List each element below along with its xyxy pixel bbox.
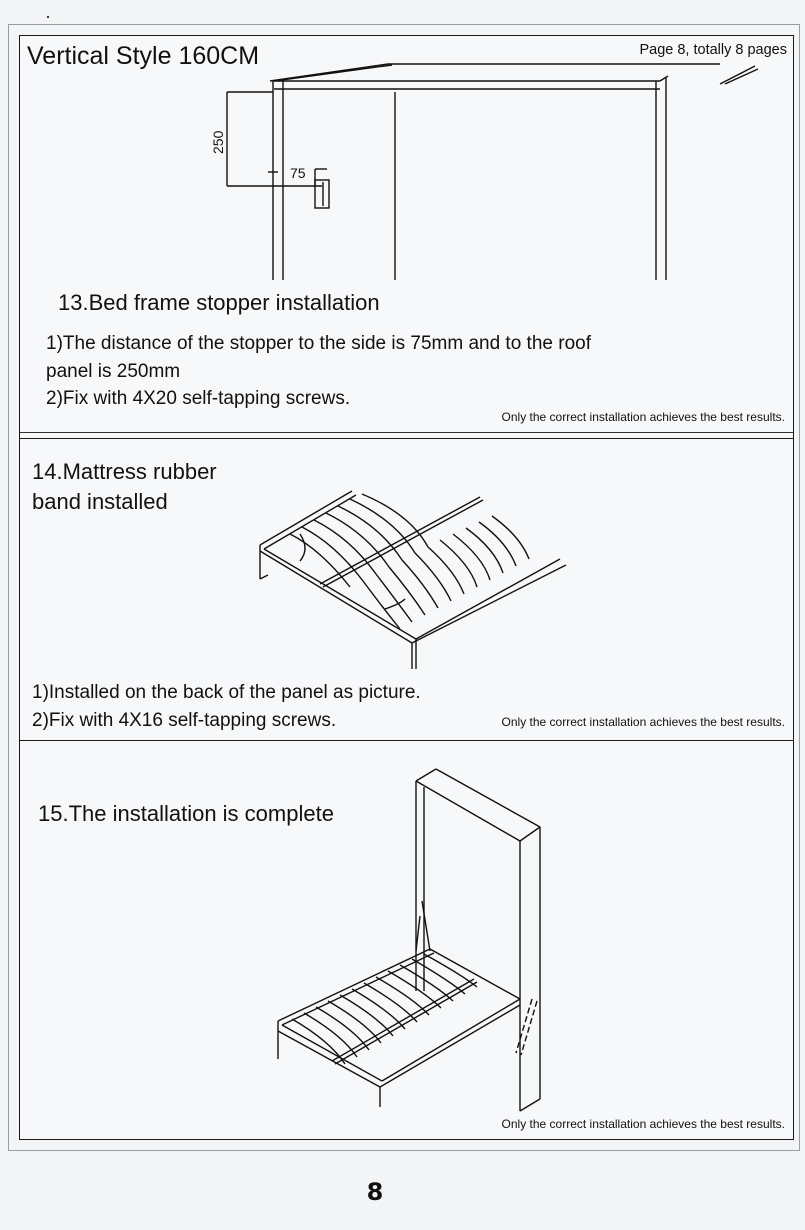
page-number: 8 bbox=[366, 1178, 384, 1206]
step-13-instruction-1: 1)The distance of the stopper to the side is 75mm and to the roof bbox=[46, 333, 591, 354]
step-14-title-line1: 14.Mattress rubber bbox=[32, 459, 217, 484]
dimension-250-label: 250 bbox=[210, 130, 226, 154]
section-step-13 bbox=[20, 36, 793, 432]
step-14-instruction-2: 2)Fix with 4X16 self-tapping screws. bbox=[32, 710, 337, 731]
instruction-page bbox=[19, 35, 794, 1140]
step-13-instruction-2: 2)Fix with 4X20 self-tapping screws. bbox=[46, 388, 351, 409]
step-13-title: 13.Bed frame stopper installation bbox=[58, 290, 380, 315]
step-13-instruction-1-cont: panel is 250mm bbox=[46, 361, 181, 382]
document-title: Vertical Style 160CM bbox=[27, 42, 260, 70]
step-15-title: 15.The installation is complete bbox=[38, 801, 334, 826]
stopper-position-diagram bbox=[20, 36, 795, 286]
step-14-title-line2: band installed bbox=[32, 489, 168, 514]
scan-speck bbox=[47, 16, 49, 18]
completed-wall-bed-diagram bbox=[20, 741, 795, 1141]
step-13-note: Only the correct installation achieves the best results. bbox=[501, 410, 785, 424]
step-14-instruction-1: 1)Installed on the back of the panel as picture. bbox=[32, 682, 421, 703]
section-step-15 bbox=[20, 740, 793, 1140]
page-info: Page 8, totally 8 pages bbox=[639, 42, 787, 58]
section-divider bbox=[20, 432, 793, 433]
section-step-14 bbox=[20, 438, 793, 738]
dimension-75-label: 75 bbox=[290, 165, 306, 181]
step-14-note: Only the correct installation achieves the best results. bbox=[501, 715, 785, 729]
step-15-note: Only the correct installation achieves the best results. bbox=[501, 1117, 785, 1131]
